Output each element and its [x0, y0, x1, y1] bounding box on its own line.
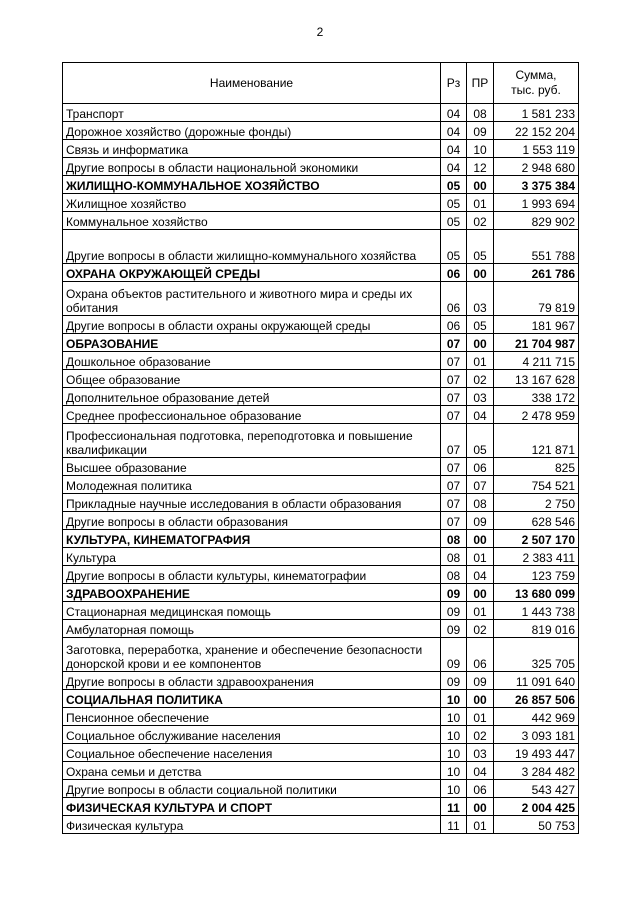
row-name-cell: Заготовка, переработка, хранение и обеспечение безопасности донорской крови и ее компонентов — [63, 638, 441, 672]
row-name-cell: ФИЗИЧЕСКАЯ КУЛЬТУРА И СПОРТ — [63, 798, 441, 816]
table-row — [63, 352, 579, 370]
table-row — [63, 780, 579, 798]
row-name-cell: Культура — [63, 548, 441, 566]
row-name-cell: Другие вопросы в области культуры, кинематографии — [63, 566, 441, 584]
row-sum-cell: 3 093 181 — [494, 726, 579, 744]
row-rz-cell: 10 — [441, 762, 467, 780]
table-row — [63, 584, 579, 602]
budget-table — [62, 62, 579, 834]
table-row — [63, 264, 579, 282]
table-row — [63, 424, 579, 458]
row-sum-cell: 2 507 170 — [494, 530, 579, 548]
row-sum-cell: 325 705 — [494, 638, 579, 672]
row-pr-cell: 05 — [467, 424, 494, 458]
row-sum-cell: 543 427 — [494, 780, 579, 798]
row-sum-cell: 1 443 738 — [494, 602, 579, 620]
row-pr-cell: 01 — [467, 548, 494, 566]
row-sum-cell: 1 993 694 — [494, 194, 579, 212]
row-sum-cell: 13 680 099 — [494, 584, 579, 602]
row-sum-cell: 26 857 506 — [494, 690, 579, 708]
table-row — [63, 158, 579, 176]
row-pr-cell: 01 — [467, 816, 494, 834]
table-row — [63, 690, 579, 708]
row-rz-cell: 07 — [441, 424, 467, 458]
table-row — [63, 566, 579, 584]
table-row — [63, 602, 579, 620]
row-pr-cell: 00 — [467, 176, 494, 194]
row-sum-cell: 819 016 — [494, 620, 579, 638]
row-name-cell: Другие вопросы в области охраны окружающей среды — [63, 316, 441, 334]
row-name-cell: ОБРАЗОВАНИЕ — [63, 334, 441, 352]
row-sum-cell: 3 284 482 — [494, 762, 579, 780]
row-rz-cell: 10 — [441, 744, 467, 762]
row-rz-cell: 09 — [441, 602, 467, 620]
table-row — [63, 334, 579, 352]
row-sum-cell: 628 546 — [494, 512, 579, 530]
row-rz-cell: 09 — [441, 620, 467, 638]
table-row — [63, 672, 579, 690]
row-sum-cell: 121 871 — [494, 424, 579, 458]
row-name-cell: Прикладные научные исследования в области образования — [63, 494, 441, 512]
row-sum-cell: 2 750 — [494, 494, 579, 512]
table-row — [63, 798, 579, 816]
row-rz-cell: 11 — [441, 798, 467, 816]
row-name-cell: Среднее профессиональное образование — [63, 406, 441, 424]
row-sum-cell: 338 172 — [494, 388, 579, 406]
table-row — [63, 122, 579, 140]
row-rz-cell: 07 — [441, 458, 467, 476]
row-rz-cell: 04 — [441, 104, 467, 122]
row-rz-cell: 06 — [441, 264, 467, 282]
row-pr-cell: 06 — [467, 638, 494, 672]
row-sum-cell: 19 493 447 — [494, 744, 579, 762]
row-rz-cell: 05 — [441, 230, 467, 264]
table-row — [63, 370, 579, 388]
row-pr-cell: 08 — [467, 494, 494, 512]
table-header — [63, 63, 579, 104]
row-pr-cell: 04 — [467, 762, 494, 780]
row-name-cell: Дошкольное образование — [63, 352, 441, 370]
row-pr-cell: 01 — [467, 194, 494, 212]
row-rz-cell: 04 — [441, 122, 467, 140]
row-rz-cell: 07 — [441, 406, 467, 424]
row-pr-cell: 03 — [467, 744, 494, 762]
row-name-cell: ОХРАНА ОКРУЖАЮЩЕЙ СРЕДЫ — [63, 264, 441, 282]
table-row — [63, 458, 579, 476]
row-pr-cell: 01 — [467, 602, 494, 620]
row-name-cell: Дополнительное образование детей — [63, 388, 441, 406]
row-rz-cell: 09 — [441, 584, 467, 602]
row-rz-cell: 07 — [441, 476, 467, 494]
row-name-cell: Социальное обеспечение населения — [63, 744, 441, 762]
row-name-cell: Общее образование — [63, 370, 441, 388]
row-rz-cell: 04 — [441, 140, 467, 158]
row-sum-cell: 11 091 640 — [494, 672, 579, 690]
table-row — [63, 530, 579, 548]
row-name-cell: КУЛЬТУРА, КИНЕМАТОГРАФИЯ — [63, 530, 441, 548]
row-pr-cell: 04 — [467, 566, 494, 584]
row-sum-cell: 1 581 233 — [494, 104, 579, 122]
row-rz-cell: 10 — [441, 708, 467, 726]
table-row — [63, 282, 579, 316]
row-sum-cell: 79 819 — [494, 282, 579, 316]
table-row — [63, 316, 579, 334]
header-rz: Рз — [441, 63, 467, 104]
row-name-cell: Пенсионное обеспечение — [63, 708, 441, 726]
row-name-cell: СОЦИАЛЬНАЯ ПОЛИТИКА — [63, 690, 441, 708]
row-name-cell: Другие вопросы в области национальной экономики — [63, 158, 441, 176]
row-sum-cell: 442 969 — [494, 708, 579, 726]
table-row — [63, 476, 579, 494]
row-pr-cell: 02 — [467, 212, 494, 230]
table-row — [63, 104, 579, 122]
row-rz-cell: 05 — [441, 212, 467, 230]
row-name-cell: Охрана семьи и детства — [63, 762, 441, 780]
row-sum-cell: 50 753 — [494, 816, 579, 834]
row-rz-cell: 10 — [441, 690, 467, 708]
row-pr-cell: 09 — [467, 672, 494, 690]
row-name-cell: Стационарная медицинская помощь — [63, 602, 441, 620]
row-pr-cell: 00 — [467, 264, 494, 282]
row-sum-cell: 754 521 — [494, 476, 579, 494]
header-sum-line2: тыс. руб. — [511, 83, 561, 97]
table-body — [63, 104, 579, 834]
row-rz-cell: 07 — [441, 352, 467, 370]
row-name-cell: Молодежная политика — [63, 476, 441, 494]
table-row — [63, 762, 579, 780]
row-rz-cell: 09 — [441, 672, 467, 690]
row-pr-cell: 02 — [467, 620, 494, 638]
row-rz-cell: 07 — [441, 512, 467, 530]
row-pr-cell: 04 — [467, 406, 494, 424]
table-row — [63, 494, 579, 512]
row-rz-cell: 07 — [441, 334, 467, 352]
row-rz-cell: 05 — [441, 194, 467, 212]
table-row — [63, 406, 579, 424]
table-row — [63, 744, 579, 762]
row-name-cell: Другие вопросы в области социальной политики — [63, 780, 441, 798]
row-sum-cell: 829 902 — [494, 212, 579, 230]
row-sum-cell: 2 004 425 — [494, 798, 579, 816]
row-pr-cell: 00 — [467, 334, 494, 352]
row-name-cell: Жилищное хозяйство — [63, 194, 441, 212]
table-row — [63, 194, 579, 212]
row-pr-cell: 05 — [467, 230, 494, 264]
row-pr-cell: 00 — [467, 798, 494, 816]
row-rz-cell: 09 — [441, 638, 467, 672]
row-sum-cell: 21 704 987 — [494, 334, 579, 352]
row-rz-cell: 05 — [441, 176, 467, 194]
row-name-cell: Дорожное хозяйство (дорожные фонды) — [63, 122, 441, 140]
row-rz-cell: 07 — [441, 370, 467, 388]
row-name-cell: Другие вопросы в области здравоохранения — [63, 672, 441, 690]
row-name-cell: Социальное обслуживание населения — [63, 726, 441, 744]
row-sum-cell: 13 167 628 — [494, 370, 579, 388]
table-row — [63, 230, 579, 264]
row-sum-cell: 2 383 411 — [494, 548, 579, 566]
row-sum-cell: 551 788 — [494, 230, 579, 264]
row-sum-cell: 2 478 959 — [494, 406, 579, 424]
row-rz-cell: 06 — [441, 316, 467, 334]
row-sum-cell: 123 759 — [494, 566, 579, 584]
row-pr-cell: 00 — [467, 690, 494, 708]
row-rz-cell: 08 — [441, 566, 467, 584]
table-row — [63, 726, 579, 744]
row-name-cell: Высшее образование — [63, 458, 441, 476]
table-row — [63, 176, 579, 194]
row-pr-cell: 06 — [467, 780, 494, 798]
row-rz-cell: 08 — [441, 548, 467, 566]
row-rz-cell: 10 — [441, 780, 467, 798]
row-name-cell: ЗДРАВООХРАНЕНИЕ — [63, 584, 441, 602]
table-row — [63, 816, 579, 834]
row-sum-cell: 3 375 384 — [494, 176, 579, 194]
row-pr-cell: 03 — [467, 388, 494, 406]
table-row — [63, 548, 579, 566]
row-pr-cell: 08 — [467, 104, 494, 122]
header-name: Наименование — [63, 63, 441, 104]
row-pr-cell: 07 — [467, 476, 494, 494]
row-sum-cell: 261 786 — [494, 264, 579, 282]
row-name-cell: Коммунальное хозяйство — [63, 212, 441, 230]
row-pr-cell: 12 — [467, 158, 494, 176]
row-rz-cell: 07 — [441, 388, 467, 406]
row-pr-cell: 02 — [467, 726, 494, 744]
row-rz-cell: 08 — [441, 530, 467, 548]
row-sum-cell: 4 211 715 — [494, 352, 579, 370]
table-row — [63, 388, 579, 406]
table-row — [63, 620, 579, 638]
row-pr-cell: 01 — [467, 708, 494, 726]
row-pr-cell: 00 — [467, 584, 494, 602]
row-name-cell: Амбулаторная помощь — [63, 620, 441, 638]
row-rz-cell: 04 — [441, 158, 467, 176]
table-row — [63, 638, 579, 672]
row-name-cell: Физическая культура — [63, 816, 441, 834]
row-rz-cell: 06 — [441, 282, 467, 316]
row-name-cell: Связь и информатика — [63, 140, 441, 158]
row-pr-cell: 02 — [467, 370, 494, 388]
row-pr-cell: 01 — [467, 352, 494, 370]
table-row — [63, 212, 579, 230]
header-pr: ПР — [467, 63, 494, 104]
row-sum-cell: 1 553 119 — [494, 140, 579, 158]
row-name-cell: Профессиональная подготовка, переподготовка и повышение квалификации — [63, 424, 441, 458]
row-rz-cell: 07 — [441, 494, 467, 512]
row-pr-cell: 09 — [467, 122, 494, 140]
header-sum — [494, 63, 579, 104]
row-pr-cell: 03 — [467, 282, 494, 316]
row-name-cell: Другие вопросы в области жилищно-коммунального хозяйства — [63, 230, 441, 264]
row-sum-cell: 181 967 — [494, 316, 579, 334]
row-name-cell: Охрана объектов растительного и животного мира и среды их обитания — [63, 282, 441, 316]
row-sum-cell: 825 — [494, 458, 579, 476]
row-pr-cell: 00 — [467, 530, 494, 548]
header-sum-line1: Сумма, — [515, 68, 557, 82]
table-row — [63, 708, 579, 726]
row-name-cell: Транспорт — [63, 104, 441, 122]
row-pr-cell: 10 — [467, 140, 494, 158]
page-number: 2 — [316, 25, 324, 39]
table-row — [63, 512, 579, 530]
row-pr-cell: 05 — [467, 316, 494, 334]
row-rz-cell: 11 — [441, 816, 467, 834]
row-sum-cell: 2 948 680 — [494, 158, 579, 176]
row-name-cell: ЖИЛИЩНО-КОММУНАЛЬНОЕ ХОЗЯЙСТВО — [63, 176, 441, 194]
row-name-cell: Другие вопросы в области образования — [63, 512, 441, 530]
row-rz-cell: 10 — [441, 726, 467, 744]
table-row — [63, 140, 579, 158]
row-pr-cell: 06 — [467, 458, 494, 476]
row-pr-cell: 09 — [467, 512, 494, 530]
row-sum-cell: 22 152 204 — [494, 122, 579, 140]
